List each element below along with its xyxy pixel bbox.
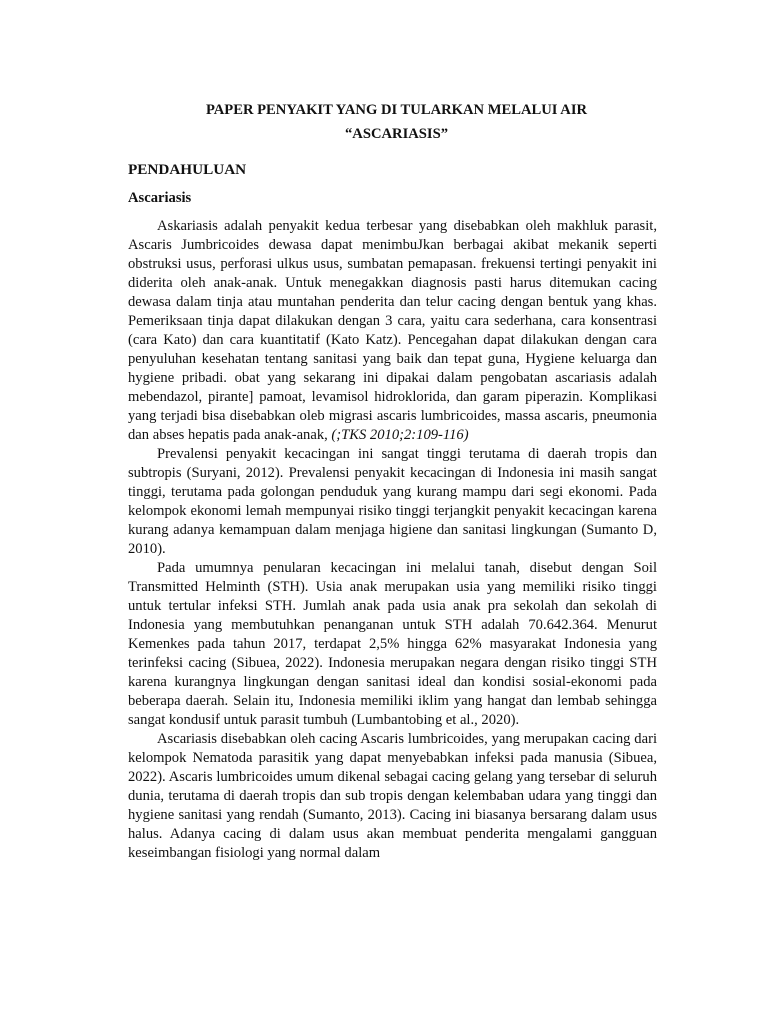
body-paragraph-4: Ascariasis disebabkan oleh cacing Ascaris lumbricoides, yang merupakan cacing dari kelompok Nematoda parasitik yang dapat menyebabkan infeksi pada manusia (Sibuea, 2022). Ascaris lumbricoides umum dikenal sebagai cacing gelang yang tersebar di seluruh dunia, terutama di daerah tropis dan sub tropis dengan kelembaban udara yang tinggi dan hygiene sanitasi yang rendah (Sumanto, 2013). Cacing ini biasanya bersarang dalam usus halus. Adanya cacing di dalam usus akan membuat penderita mengalami gangguan keseimbangan fisiologi yang normal dalam: [128, 731, 657, 861]
body-paragraph-1-text: Askariasis adalah penyakit kedua terbesar yang disebabkan oleh makhluk parasit, Ascaris Jumbricoides dewasa dapat menimbuJkan berbagai akibat mekanik seperti obstruksi usus, perforasi ulkus usus, sumbatan pemapasan. frekuensi tertingi penyakit ini diderita oleh anak-anak. Untuk menegakkan diagnosis pasti harus ditemukan cacing dewasa dalam tinja atau muntahan penderita dan telur cacing dengan bentuk yang khas. Pemeriksaan tinja dapat dilakukan dengan 3 cara, yaitu cara sederhana, cara konsentrasi (cara Kato) dan cara kuantitatif (Kato Katz). Pencegahan dapat dilakukan dengan cara penyuluhan kesehatan tentang sanitasi yang baik dan tepat guna, Hygiene keluarga dan hygiene pribadi. obat yang sekarang ini dipakai dalam pengobatan ascariasis adalah mebendazol, pirante] pamoat, levamisol hidroklorida, dan garam piperazin. Komplikasi yang terjadi bisa disebabkan oleb migrasi ascaris lumbricoides, massa ascaris, pneumonia dan abses hepatis pada anak-anak,: [128, 218, 657, 443]
body-paragraph-3: Pada umumnya penularan kecacingan ini melalui tanah, disebut dengan Soil Transmitted Helminth (STH). Usia anak merupakan usia yang memiliki risiko tinggi untuk tertular infeksi STH. Jumlah anak pada usia anak pra sekolah dan sekolah di Indonesia yang membutuhkan penanganan untuk STH adalah 70.642.364. Menurut Kemenkes pada tahun 2017, terdapat 2,5% hingga 62% masyarakat Indonesia yang terinfeksi cacing (Sibuea, 2022). Indonesia merupakan negara dengan risiko tinggi STH karena kurangnya lingkungan dengan sanitasi ideal dan kondisi sosial-ekonomi pada beberapa daerah. Selain itu, Indonesia memiliki iklim yang hangat dan lembab sehingga sangat kondusif untuk parasit tumbuh (Lumbantobing et al., 2020).: [128, 560, 657, 728]
body-paragraph-2: Prevalensi penyakit kecacingan ini sangat tinggi terutama di daerah tropis dan subtropis (Suryani, 2012). Prevalensi penyakit kecacingan di Indonesia ini masih sangat tinggi, terutama pada golongan penduduk yang kurang mampu dari segi ekonomi. Pada kelompok ekonomi lemah mempunyai risiko tinggi terjangkit penyakit kecacingan karena kurang adanya kemampuan dalam menjaga higiene dan sanitasi lingkungan (Sumanto D, 2010).: [128, 446, 657, 557]
body-text: [128, 217, 657, 863]
paper-title: PAPER PENYAKIT YANG DI TULARKAN MELALUI AIR: [205, 102, 588, 118]
body-paragraph-1: [128, 217, 657, 445]
citation: (;TKS 2010;2:109-116): [331, 427, 469, 443]
subsection-heading: Ascariasis: [128, 190, 192, 206]
paper-subtitle: “ASCARIASIS”: [345, 126, 448, 142]
section-heading: PENDAHULUAN: [128, 161, 247, 178]
